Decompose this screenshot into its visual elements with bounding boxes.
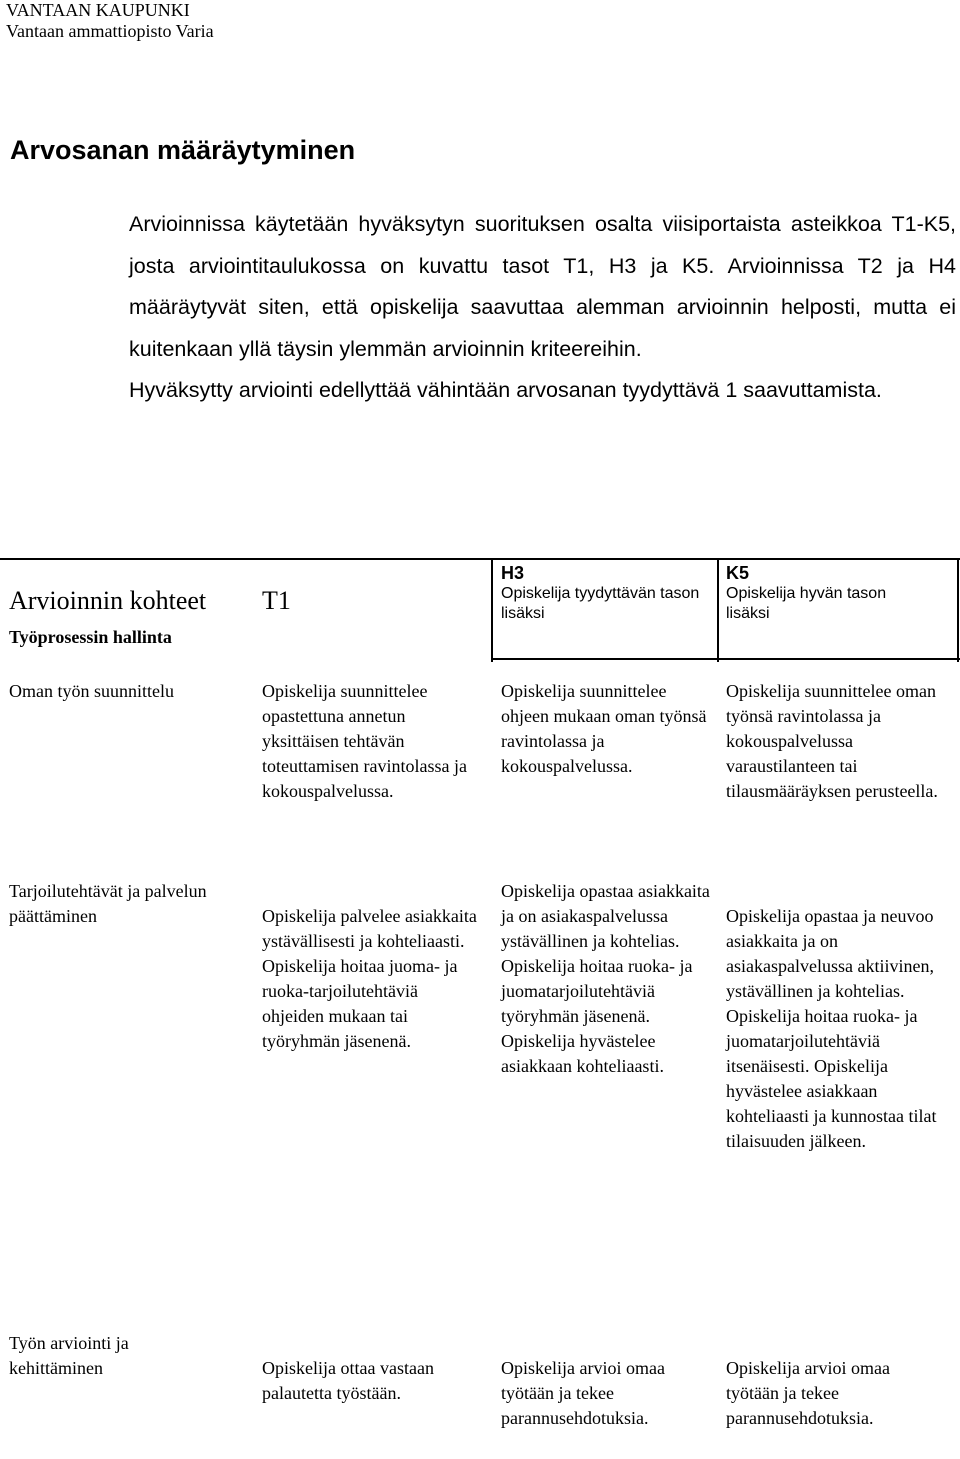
table-right-border	[957, 558, 959, 662]
header-targets-subtitle: Työprosessin hallinta	[9, 627, 172, 647]
header-k5-desc: Opiskelija hyvän tason lisäksi	[726, 585, 887, 622]
header-h3-desc: Opiskelija tyydyttävän tason lisäksi	[501, 585, 700, 622]
row-3-t1: Opiskelija ottaa vastaan palautetta työstään.	[262, 1358, 434, 1403]
row-1-t1: Opiskelija suunnittelee opastettuna annetun yksittäisen tehtävän toteuttamisen ravintolassa ja kokouspalvelussa.	[262, 681, 467, 801]
school-name: Vantaan ammattiopisto Varia	[6, 21, 214, 41]
header-h3-cell	[501, 562, 711, 624]
row-2-h3: Opiskelija opastaa asiakkaita ja on asiakaspalvelussa ystävällinen ja kohtelias. Opiskelija hoitaa ruoka- ja juomatarjoilutehtäviä työryhmän jäsenenä. Opiskelija hyvästelee asiakkaan kohteliaasti.	[501, 881, 710, 1076]
table-col-divider-1	[491, 558, 493, 662]
row-1-k5: Opiskelija suunnittelee oman työnsä ravintolassa ja kokouspalvelussa varaustilanteen tai tilausmääräyksen perusteella.	[726, 681, 938, 801]
header-t1: T1	[262, 586, 291, 615]
row-3-k5: Opiskelija arvioi omaa työtään ja tekee parannusehdotuksia.	[726, 1358, 890, 1428]
org-name: VANTAAN KAUPUNKI	[6, 0, 190, 20]
header-h3-code: H3	[501, 563, 525, 583]
header-targets-title: Arvioinnin kohteet	[9, 586, 207, 615]
intro-paragraph-2: Hyväksytty arviointi edellyttää vähintään arvosanan tyydyttävä 1 saavuttamista.	[129, 378, 882, 402]
table-col-divider-2	[717, 558, 719, 662]
table-top-border	[0, 558, 960, 560]
header-targets-cell	[9, 586, 249, 648]
assessment-table	[0, 558, 960, 1459]
row-3-target: Työn arviointi ja kehittäminen	[9, 1333, 129, 1378]
row-3-h3: Opiskelija arvioi omaa työtään ja tekee parannusehdotuksia.	[501, 1358, 665, 1428]
intro-paragraph-1: Arvioinnissa käytetään hyväksytyn suorituksen osalta viisiportaista asteikkoa T1-K5, josta arviointitaulukossa on kuvattu tasot T1, H3 ja K5. Arvioinnissa T2 ja H4 määräytyvät siten, että opiskelija saavuttaa alemman arvioinnin helposti, mutta ei kuitenkaan yllä täysin ylemmän arvioinnin kriteereihin.	[129, 212, 956, 361]
header-k5-cell	[726, 562, 926, 624]
document-header	[6, 0, 214, 42]
row-2-target: Tarjoilutehtävät ja palvelun päättäminen	[9, 881, 207, 926]
header-k5-code: K5	[726, 563, 750, 583]
row-2-k5: Opiskelija opastaa ja neuvoo asiakkaita ja on asiakaspalvelussa aktiivinen, ystävällinen ja kohtelias. Opiskelija hoitaa ruoka- ja juomatarjoilutehtäviä itsenäisesti. Opiskelija hyvästelee asiakkaan kohteliaasti ja kunnostaa tilat tilaisuuden jälkeen.	[726, 906, 937, 1151]
row-1-target: Oman työn suunnittelu	[9, 681, 174, 701]
page-title: Arvosanan määräytyminen	[10, 135, 356, 165]
row-2-t1: Opiskelija palvelee asiakkaita ystävällisesti ja kohteliaasti. Opiskelija hoitaa juoma- ja ruoka-tarjoilutehtäviä ohjeiden mukaan tai työryhmän jäsenenä.	[262, 906, 477, 1051]
intro-text	[129, 204, 956, 412]
row-1-h3: Opiskelija suunnittelee ohjeen mukaan oman työnsä ravintolassa ja kokouspalvelussa.	[501, 681, 707, 776]
table-header-divider	[491, 658, 960, 660]
